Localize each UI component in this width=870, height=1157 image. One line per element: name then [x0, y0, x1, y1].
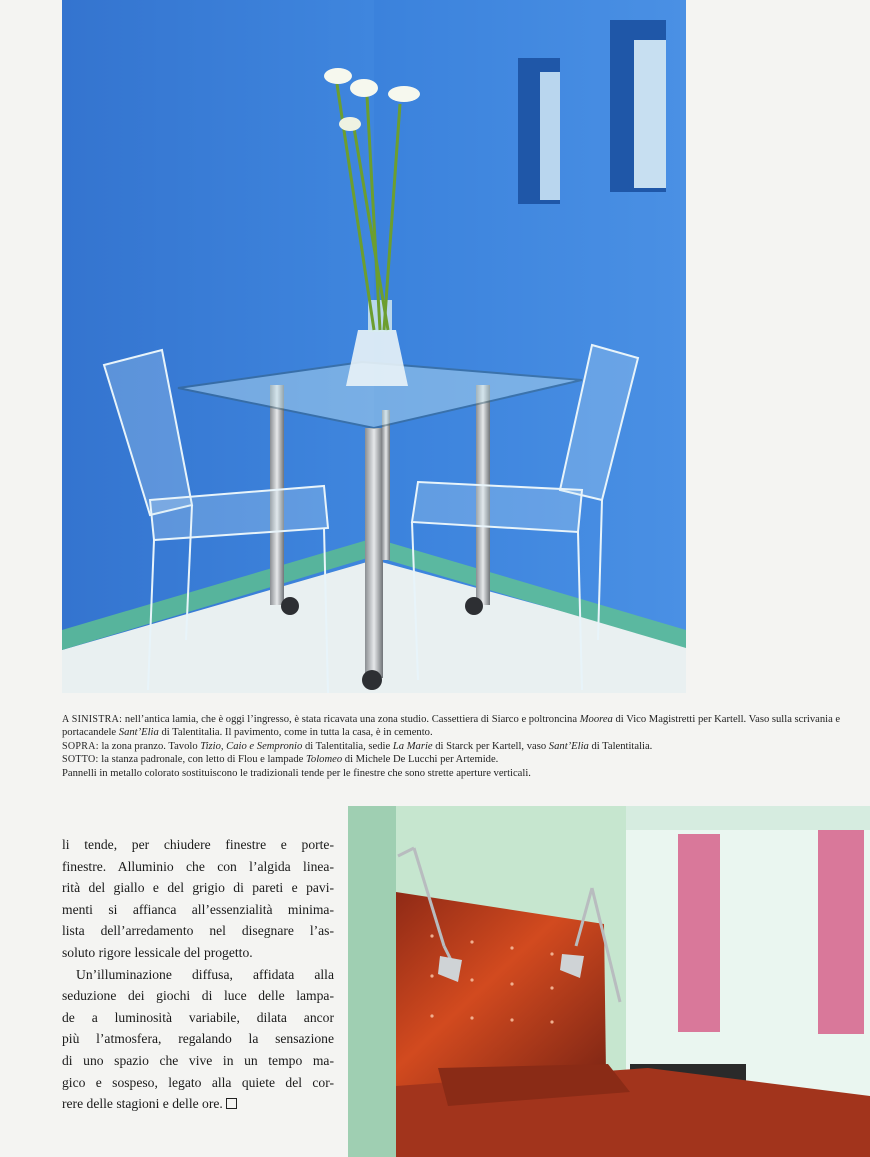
body-line: più l’atmosfera, regalando la sensazione	[62, 1031, 334, 1047]
body-line: rità del giallo e del grigio di pareti e pavi-	[62, 880, 334, 896]
caption-pannelli: Pannelli in metallo colorato sostituiscono le tradizionali tende per le finestre che sono strette aperture verticali.	[62, 767, 531, 779]
body-line: menti si affianca all’essenzialità minima-	[62, 901, 334, 917]
body-line: soluto rigore lessicale del progetto.	[62, 944, 253, 960]
caption-sopra: SOPRA: la zona pranzo. Tavolo Tizio, Caio e Sempronio di Talentitalia, sedie La Marie di Starck per Kartell, vaso Sant’Elia di Talentitalia.	[62, 740, 653, 752]
body-line: Un’illuminazione diffusa, affidata alla	[76, 966, 334, 982]
bedroom-photo	[348, 806, 870, 1157]
caption-sinistra: A SINISTRA: nell’antica lamia, che è oggi l’ingresso, è stata ricavata una zona studio. Cassettiera di Siarco e poltroncina Moorea di Vico Magistretti per Kartell. Vaso sulla scrivania e portacandele Sant’Elia di Talentitalia. Il pavimento, come in tutta la casa, è in cemento.	[62, 714, 841, 739]
body-line: finestre. Alluminio che con l’algida linea-	[62, 858, 334, 874]
end-of-article-mark	[226, 1098, 237, 1109]
body-line: gico e sospeso, legato alla quiete del cor-	[62, 1074, 334, 1090]
body-line-final: rere delle stagioni e delle ore.	[62, 1093, 334, 1115]
pink-panel-right	[818, 830, 864, 1034]
body-line: lista dell’arredamento nel disegnare l’as-	[62, 923, 334, 939]
pink-panel-left	[678, 834, 720, 1032]
dining-room-photo	[62, 0, 686, 693]
caption-sotto: SOTTO: la stanza padronale, con letto di Flou e lampade Tolomeo di Michele De Lucchi per Artemide.	[62, 754, 499, 766]
body-line: seduzione dei giochi di luce delle lampa-	[62, 988, 334, 1004]
body-line: li tende, per chiudere finestre e porte-	[62, 837, 334, 852]
calla-flower	[324, 68, 352, 84]
photo-caption	[62, 713, 852, 780]
body-line: de a luminosità variabile, dilata ancor	[62, 1009, 334, 1025]
headboard	[396, 892, 606, 1088]
dining-room-illustration	[62, 0, 686, 693]
body-line: di uno spazio che vive in un tempo ma-	[62, 1052, 334, 1068]
article-body	[62, 834, 334, 1115]
bedroom-illustration	[348, 806, 870, 1157]
